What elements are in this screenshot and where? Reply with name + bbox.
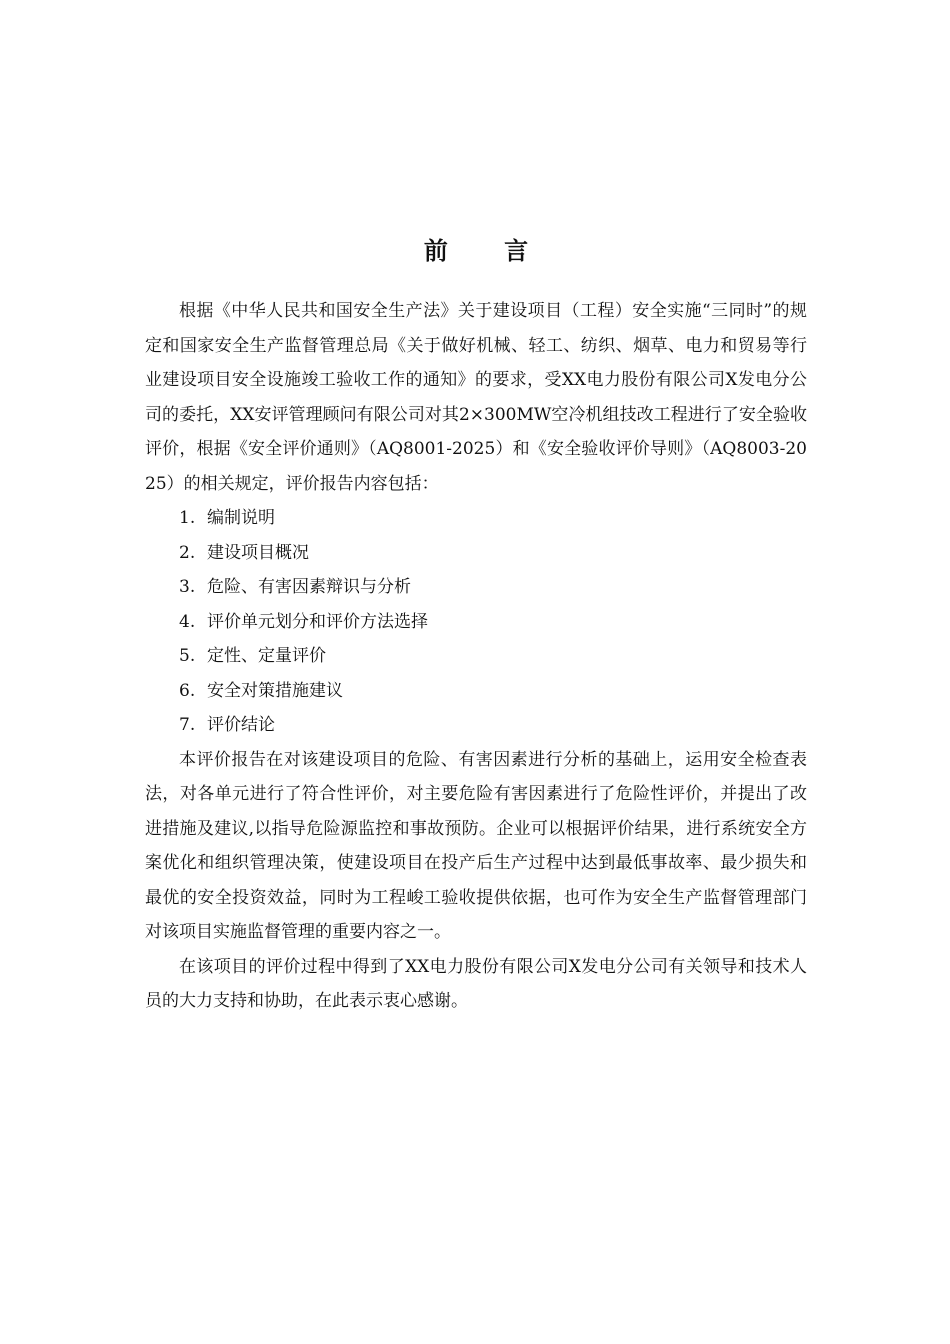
list-item-number: 2. (179, 542, 196, 563)
list-item-text: 建设项目概况 (207, 542, 309, 563)
list-item-text: 定性、定量评价 (207, 646, 326, 666)
method-paragraph: 本评价报告在对该建设项目的危险、有害因素进行分析的基础上，运用安全检查表法，对各单元进行了符合性评价，对主要危险有害因素进行了危险性评价，并提出了改进措施及建议,以指导危险源监控和事故预防。企业可以根据评价结果，进行系统安全方案优化和组织管理决策，使建设项目在投产后生产过程中达到最低事故率、最少损失和最优的安全投资效益，同时为工程峻工验收提供依据，也可作为安全生产监督管理部门对该项目实施监督管理的重要内容之一。 (145, 749, 807, 942)
list-item-number: 5. (179, 646, 196, 666)
page-title: 前 言 (423, 236, 553, 265)
list-item-number: 3. (179, 577, 196, 597)
list-item (145, 708, 807, 743)
list-item-number: 7. (179, 715, 196, 735)
list-item (145, 605, 807, 640)
acknowledgement-paragraph: 在该项目的评价过程中得到了XX电力股份有限公司X发电分公司有关领导和技术人员的大力支持和协助，在此表示衷心感谢。 (145, 956, 807, 1011)
list-item-text: 危险、有害因素辩识与分析 (207, 577, 411, 597)
list-item (145, 536, 807, 571)
list-item-text: 评价结论 (207, 715, 275, 735)
contents-list (145, 501, 807, 743)
list-item-text: 编制说明 (207, 508, 275, 528)
list-item-text: 安全对策措施建议 (207, 680, 343, 701)
intro-paragraph: 根据《中华人民共和国安全生产法》关于建设项目（工程）安全实施“三同时”的规定和国家安全生产监督管理总局《关于做好机械、轻工、纺织、烟草、电力和贸易等行业建设项目安全设施竣工验收工作的通知》的要求，受XX电力股份有限公司X发电分公司的委托，XX安评管理顾问有限公司对其2×300MW空冷机组技改工程进行了安全验收评价，根据《安全评价通则》（AQ8001-2025）和《安全验收评价导则》（AQ8003-2025）的相关规定，评价报告内容包括： (145, 301, 807, 494)
document-page (145, 0, 807, 1344)
list-item (145, 501, 807, 536)
list-item (145, 639, 807, 674)
document-body (145, 294, 807, 1019)
list-item-number: 1. (179, 508, 196, 528)
list-item-number: 4. (179, 611, 196, 632)
list-item (145, 570, 807, 605)
list-item-text: 评价单元划分和评价方法选择 (207, 611, 428, 632)
list-item (145, 674, 807, 709)
list-item-number: 6. (179, 680, 196, 701)
